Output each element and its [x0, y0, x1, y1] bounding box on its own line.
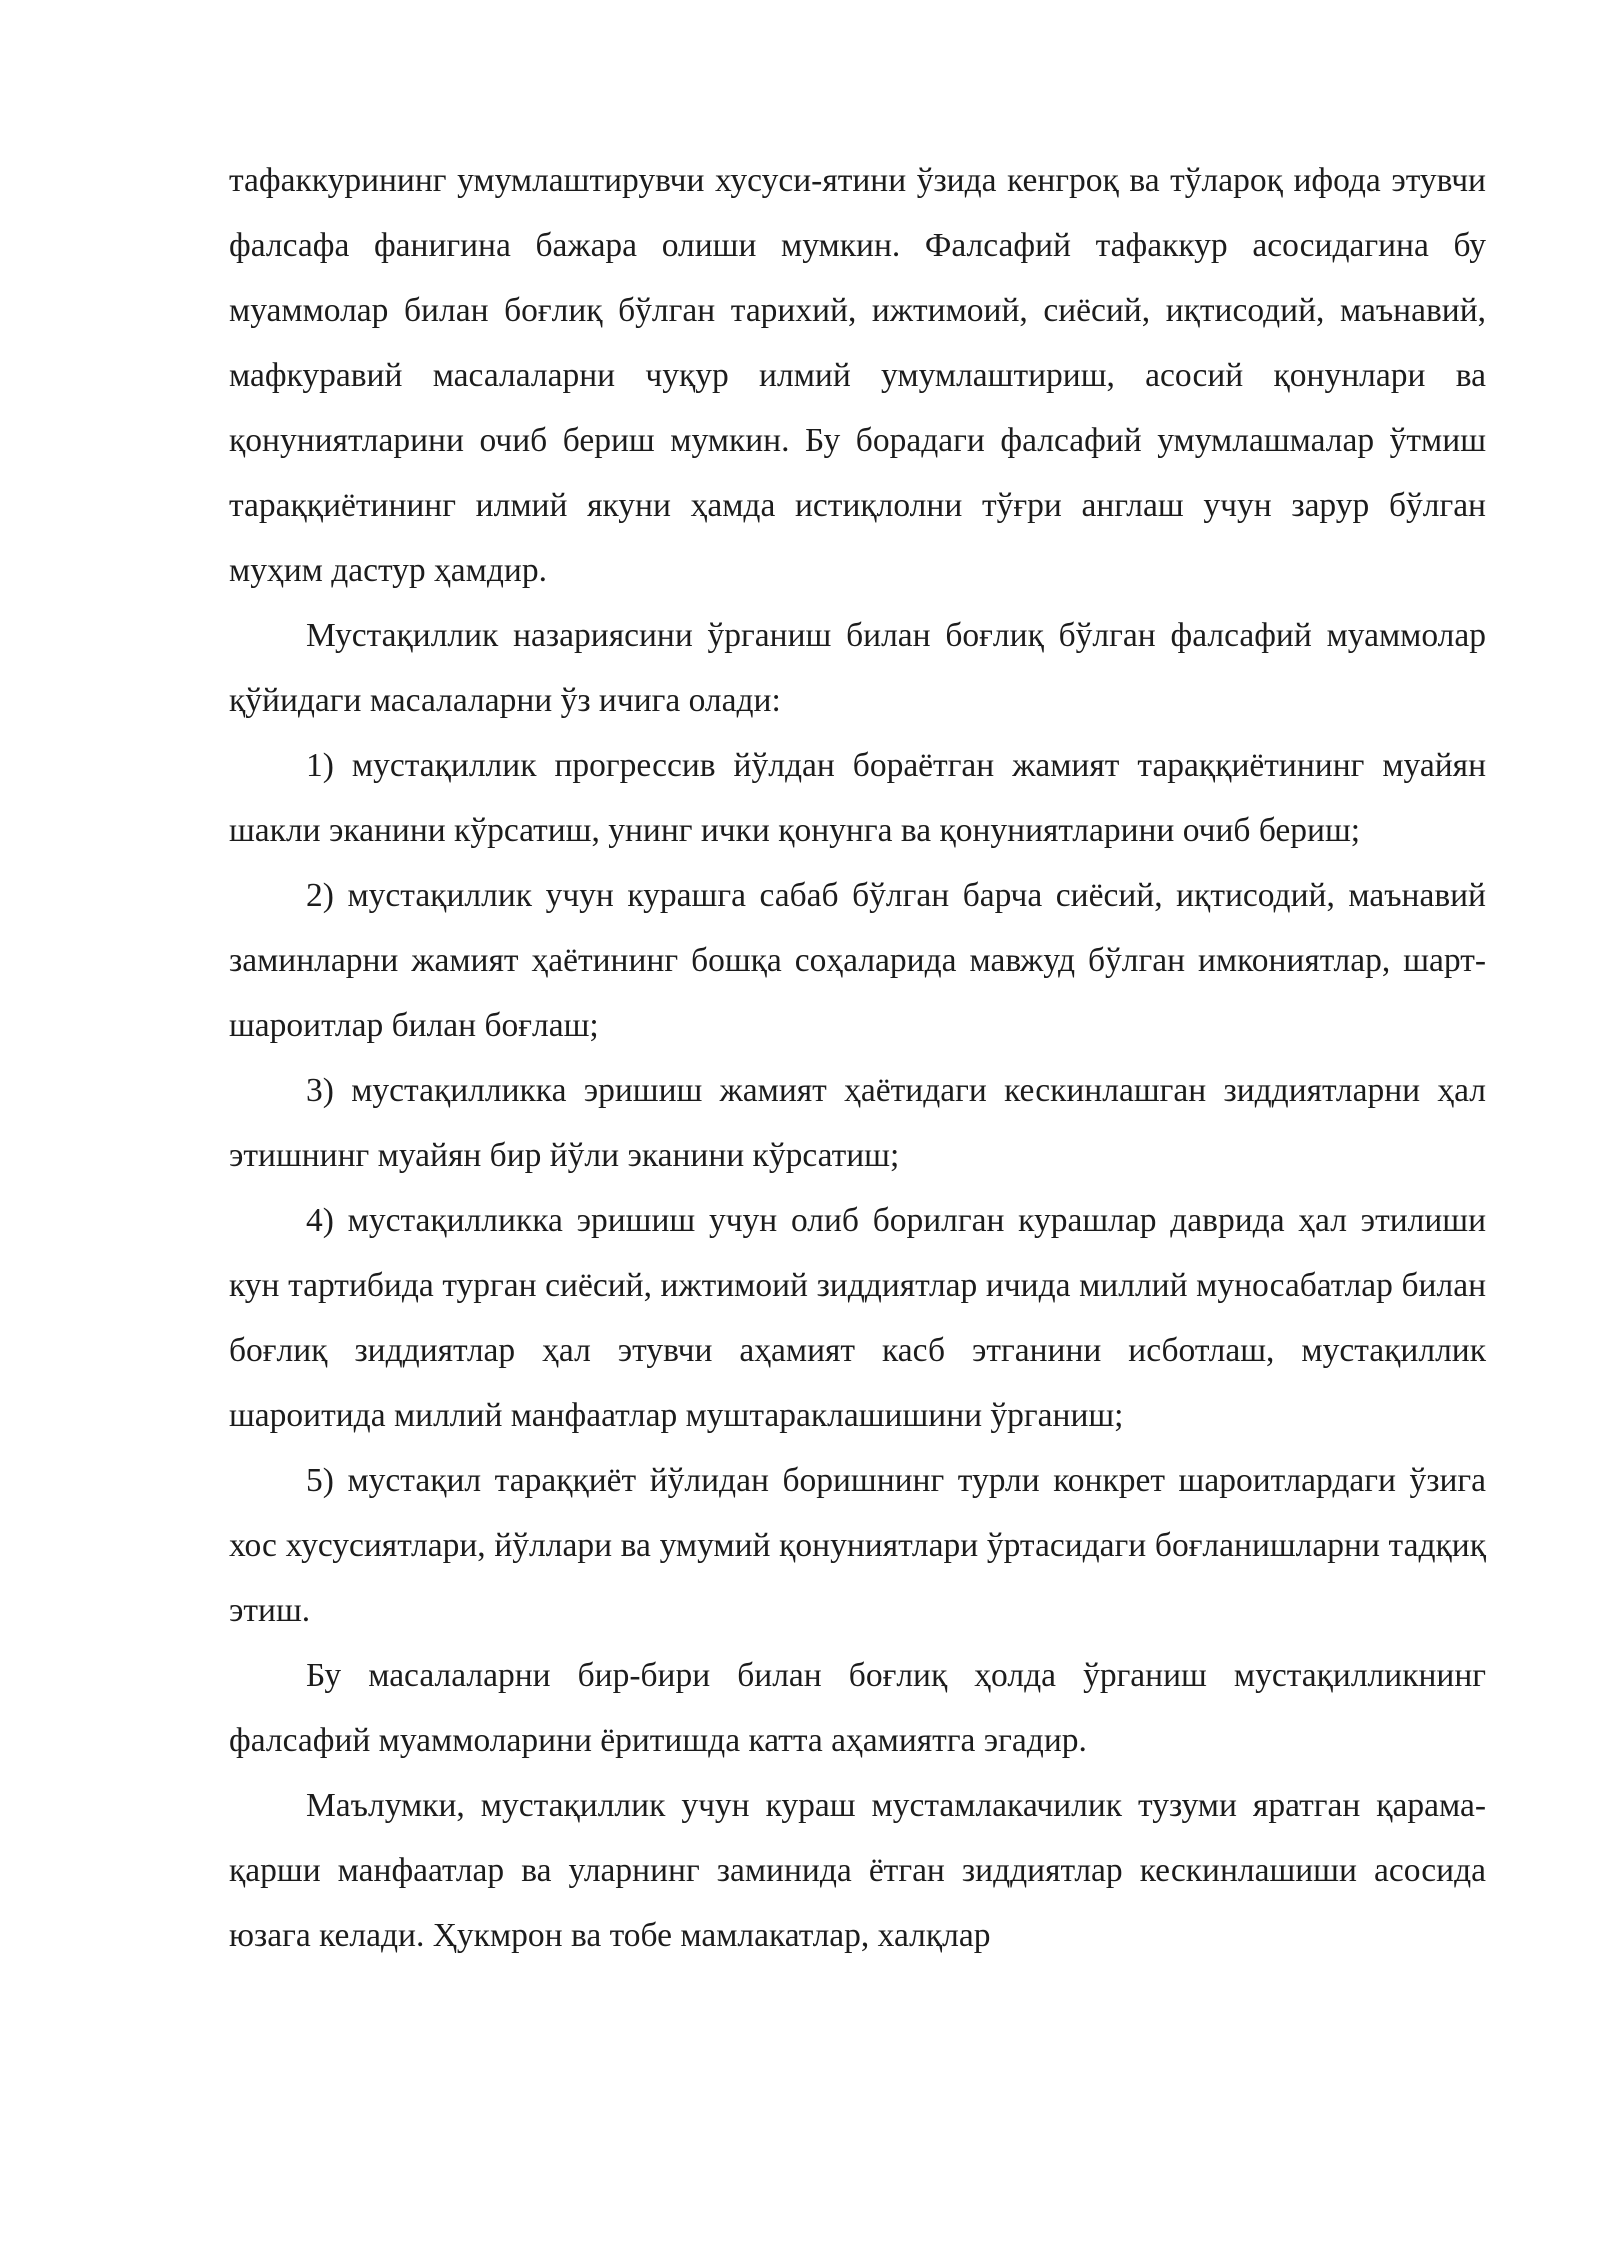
list-item-2: 2) мустақиллик учун курашга сабаб бўлган барча сиёсий, иқтисодий, маънавий заминларни жамият ҳаётининг бошқа соҳаларида мавжуд бўлган имкониятлар, шарт-шароитлар билан боғлаш; [229, 877, 1486, 1044]
paragraph-continuation: тафаккурининг умумлаштирувчи хусуси-ятини ўзида кенгроқ ва тўлароқ ифода этувчи фалсафа фанигина бажара олиши мумкин. Фалсафий тафаккур асосидагина бу муаммолар билан боғлиқ бўлган тарихий, ижтимоий, сиёсий, иқтисодий, маънавий, мафкуравий масалаларни чуқур илмий умумлаштириш, асосий қонунлари ва қонуниятларини очиб бериш мумкин. Бу борадаги фалсафий умумлашмалар ўтмиш тараққиётининг илмий якуни ҳамда истиқлолни тўғри англаш учун зарур бўлган муҳим дастур ҳамдир. [229, 162, 1486, 589]
list-item-3: 3) мустақилликка эришиш жамият ҳаётидаги кескинлашган зиддиятларни ҳал этишнинг муайян бир йўли эканини кўрсатиш; [229, 1072, 1486, 1174]
list-item-1: 1) мустақиллик прогрессив йўлдан бораётган жамият тараққиётининг муайян шакли эканини кўрсатиш, унинг ички қонунга ва қонуниятларини очиб бериш; [229, 747, 1486, 849]
paragraph-final: Маълумки, мустақиллик учун кураш мустамлакачилик тузуми яратган қарама-қарши манфаатлар ва уларнинг заминида ётган зиддиятлар кескинлашиши асосида юзага келади. Ҳукмрон ва тобе мамлакатлар, халқлар [229, 1787, 1486, 1954]
list-item-5: 5) мустақил тараққиёт йўлидан боришнинг турли конкрет шароитлардаги ўзига хос хусусиятлари, йўллари ва умумий қонуниятлари ўртасидаги боғланишларни тадқиқ этиш. [229, 1462, 1486, 1629]
paragraph-summary: Бу масалаларни бир-бири билан боғлиқ ҳолда ўрганиш мустақилликнинг фалсафий муаммоларини ёритишда катта аҳамиятга эгадир. [229, 1657, 1486, 1759]
list-item-4: 4) мустақилликка эришиш учун олиб борилган курашлар даврида ҳал этилиши кун тартибида турган сиёсий, ижтимоий зиддиятлар ичида миллий муносабатлар билан боғлиқ зиддиятлар ҳал этувчи аҳамият касб этганини исботлаш, мустақиллик шароитида миллий манфаатлар муштараклашишини ўрганиш; [229, 1202, 1486, 1434]
document-body [229, 148, 1486, 1968]
paragraph-intro: Мустақиллик назариясини ўрганиш билан боғлиқ бўлган фалсафий муаммолар қўйидаги масалаларни ўз ичига олади: [229, 617, 1486, 719]
